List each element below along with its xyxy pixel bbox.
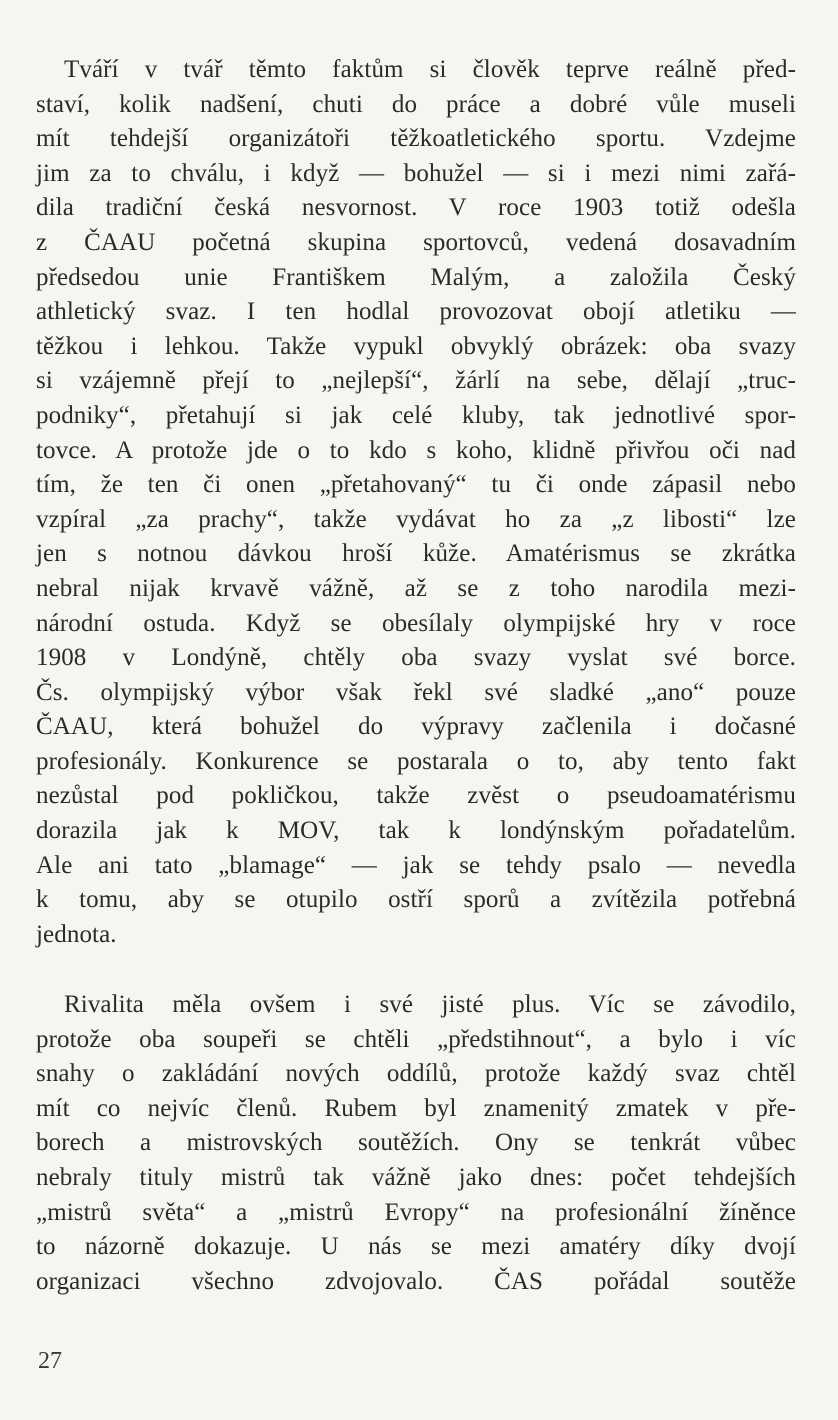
text-line: si vzájemně přejí to „nejlepší“, žárlí na sebe, dělají „truc-: [36, 367, 796, 395]
text-line: ČAAU, která bohužel do výpravy začlenila i dočasné: [36, 713, 796, 741]
text-line: Ale ani tato „blamage“ — jak se tehdy psalo — nevedla: [36, 851, 796, 879]
paragraph-1: [36, 53, 796, 952]
text-line: jim za to chválu, i když — bohužel — si i mezi nimi zařá-: [36, 159, 796, 187]
text-line: tovce. A protože jde o to kdo s koho, klidně přivřou oči nad: [36, 436, 796, 464]
text-line: mít tehdejší organizátoři těžkoatletického sportu. Vzdejme: [36, 125, 796, 153]
text-line: athletický svaz. I ten hodlal provozovat obojí atletiku —: [36, 298, 796, 326]
text-line: dorazila jak k MOV, tak k londýnským pořadatelům.: [36, 817, 796, 845]
paragraph-2: [36, 988, 796, 1299]
text-line: z ČAAU početná skupina sportovců, vedená dosavadním: [36, 228, 796, 256]
text-line: Čs. olympijský výbor však řekl své sladké „ano“ pouze: [36, 678, 796, 706]
text-line: jen s notnou dávkou hroší kůže. Amatérismus se zkrátka: [36, 540, 796, 568]
text-line: Tváří v tvář těmto faktům si člověk teprve reálně před-: [64, 56, 796, 83]
text-line: mít co nejvíc členů. Rubem byl znamenitý zmatek v pře-: [36, 1094, 796, 1122]
page-number: 27: [38, 1348, 62, 1374]
text-line: národní ostuda. Když se obesílaly olympijské hry v roce: [36, 609, 796, 637]
text-line: borech a mistrovských soutěžích. Ony se tenkrát vůbec: [36, 1129, 796, 1157]
text-line: nebral nijak krvavě vážně, až se z toho narodila mezi-: [36, 574, 796, 602]
text-line: organizaci všechno zdvojovalo. ČAS pořádal soutěže: [36, 1267, 796, 1295]
text-line: tím, že ten či onen „přetahovaný“ tu či onde zápasil nebo: [36, 471, 796, 499]
text-line: 1908 v Londýně, chtěly oba svazy vyslat své borce.: [36, 644, 796, 672]
text-line: těžkou i lehkou. Takže vypukl obvyklý obrázek: oba svazy: [36, 332, 796, 360]
text-line: Rivalita měla ovšem i své jisté plus. Víc se závodilo,: [64, 991, 796, 1018]
text-line: to názorně dokazuje. U nás se mezi amatéry díky dvojí: [36, 1233, 796, 1261]
text-line: dila tradiční česká nesvornost. V roce 1903 totiž odešla: [36, 194, 796, 222]
text-line: snahy o zakládání nových oddílů, protože každý svaz chtěl: [36, 1060, 796, 1088]
text-line: profesionály. Konkurence se postarala o to, aby tento fakt: [36, 747, 796, 775]
text-line: nezůstal pod pokličkou, takže zvěst o pseudoamatérismu: [36, 782, 796, 810]
text-line: jednota.: [36, 920, 117, 948]
text-line: k tomu, aby se otupilo ostří sporů a zvítězila potřebná: [36, 886, 796, 914]
text-line: vzpíral „za prachy“, takže vydávat ho za „z libosti“ lze: [36, 505, 796, 533]
text-line: staví, kolik nadšení, chuti do práce a dobré vůle museli: [36, 90, 796, 118]
text-line: předsedou unie Františkem Malým, a založila Český: [36, 263, 796, 291]
text-line: nebraly tituly mistrů tak vážně jako dnes: počet tehdejších: [36, 1163, 796, 1191]
text-line: „mistrů světa“ a „mistrů Evropy“ na profesionální žíněnce: [36, 1198, 796, 1226]
text-line: podniky“, přetahují si jak celé kluby, tak jednotlivé spor-: [36, 401, 796, 429]
text-line: protože oba soupeři se chtěli „předstihnout“, a bylo i víc: [36, 1025, 796, 1053]
